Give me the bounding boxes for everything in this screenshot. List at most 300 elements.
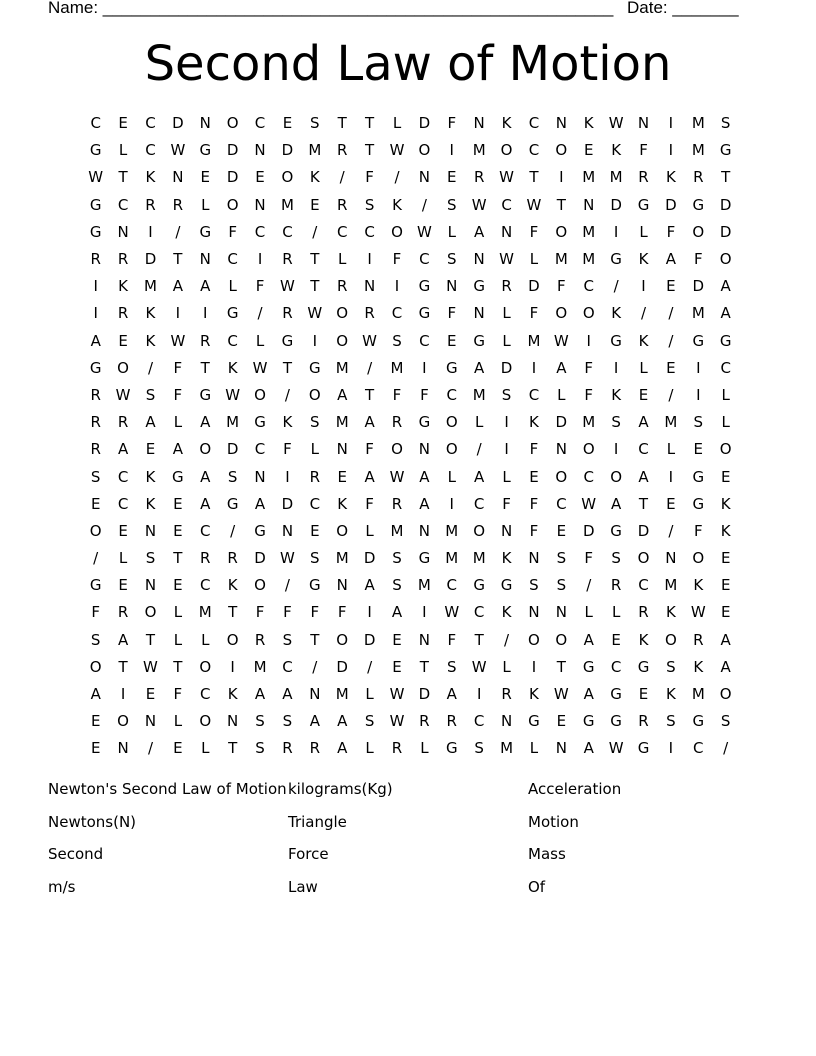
grid-letter[interactable]: S xyxy=(145,385,156,404)
grid-letter[interactable]: A xyxy=(364,576,375,595)
grid-letter[interactable]: N xyxy=(418,630,430,649)
grid-letter[interactable]: F xyxy=(255,603,265,622)
grid-letter[interactable]: K xyxy=(501,549,512,568)
grid-letter[interactable]: N xyxy=(281,521,294,540)
grid-letter[interactable]: O xyxy=(610,467,623,486)
grid-letter[interactable]: I xyxy=(504,413,509,432)
grid-letter[interactable]: O xyxy=(89,521,102,540)
grid-letter[interactable]: I xyxy=(175,304,181,323)
grid-letter[interactable]: C xyxy=(473,494,485,513)
grid-letter[interactable]: T xyxy=(556,195,566,214)
grid-letter[interactable]: G xyxy=(610,331,622,350)
grid-letter[interactable]: M xyxy=(527,331,541,350)
grid-letter[interactable]: O xyxy=(226,114,239,133)
grid-letter[interactable]: I xyxy=(367,250,372,269)
grid-letter[interactable]: N xyxy=(144,521,157,540)
grid-letter[interactable]: T xyxy=(310,630,320,649)
grid-letter[interactable]: K xyxy=(392,195,402,214)
grid-letter[interactable]: W xyxy=(499,250,514,269)
grid-letter[interactable]: W xyxy=(471,195,487,214)
grid-letter[interactable]: E xyxy=(556,712,567,731)
grid-letter[interactable]: G xyxy=(172,467,184,486)
grid-letter[interactable]: W xyxy=(280,549,295,568)
grid-letter[interactable]: D xyxy=(336,657,348,676)
grid-letter[interactable]: R xyxy=(309,467,321,486)
grid-letter[interactable]: G xyxy=(89,576,102,595)
grid-letter[interactable]: L xyxy=(173,603,183,622)
grid-letter[interactable]: R xyxy=(364,304,375,323)
grid-letter[interactable]: I xyxy=(559,168,564,187)
grid-letter[interactable]: F xyxy=(420,385,429,404)
grid-letter[interactable]: T xyxy=(118,168,128,187)
grid-letter[interactable]: R xyxy=(419,712,430,731)
grid-letter[interactable]: K xyxy=(118,277,128,296)
grid-letter[interactable]: F xyxy=(91,603,101,622)
grid-letter[interactable]: R xyxy=(227,549,238,568)
grid-letter[interactable]: F xyxy=(173,358,183,377)
grid-letter[interactable]: N xyxy=(117,739,129,758)
grid-letter[interactable]: M xyxy=(198,603,212,622)
grid-letter[interactable]: C xyxy=(282,657,293,676)
grid-letter[interactable]: E xyxy=(337,467,347,486)
grid-letter[interactable]: A xyxy=(720,657,731,676)
grid-letter[interactable]: C xyxy=(364,222,375,241)
grid-letter[interactable]: N xyxy=(555,603,567,622)
grid-letter[interactable]: K xyxy=(529,685,539,704)
grid-letter[interactable]: G xyxy=(610,521,622,540)
grid-letter[interactable]: M xyxy=(582,168,596,187)
grid-letter[interactable]: T xyxy=(118,657,128,676)
grid-letter[interactable]: D xyxy=(363,630,376,649)
grid-letter[interactable]: C xyxy=(254,114,266,133)
grid-letter[interactable]: M xyxy=(582,222,596,241)
grid-letter[interactable]: O xyxy=(308,385,321,404)
grid-letter[interactable]: W xyxy=(307,304,323,323)
grid-letter[interactable]: C xyxy=(254,440,266,459)
grid-letter[interactable]: R xyxy=(638,168,649,187)
grid-letter[interactable]: K xyxy=(720,494,731,513)
grid-letter[interactable]: E xyxy=(118,576,128,595)
grid-letter[interactable]: W xyxy=(170,331,186,350)
grid-letter[interactable]: M xyxy=(691,304,705,323)
grid-letter[interactable]: S xyxy=(720,114,731,133)
grid-letter[interactable]: R xyxy=(90,385,101,404)
grid-letter[interactable]: E xyxy=(90,712,101,731)
grid-letter[interactable]: N xyxy=(473,114,485,133)
grid-letter[interactable]: F xyxy=(529,222,539,241)
grid-letter[interactable]: C xyxy=(117,494,129,513)
grid-letter[interactable]: / xyxy=(147,739,153,758)
grid-letter[interactable]: A xyxy=(309,712,320,731)
grid-letter[interactable]: S xyxy=(255,712,265,731)
grid-letter[interactable]: L xyxy=(502,331,511,350)
grid-letter[interactable]: C xyxy=(638,440,649,459)
grid-letter[interactable]: I xyxy=(285,467,290,486)
grid-letter[interactable]: F xyxy=(639,141,648,160)
grid-letter[interactable]: G xyxy=(254,521,266,540)
grid-letter[interactable]: / xyxy=(586,576,592,595)
grid-letter[interactable]: N xyxy=(199,114,211,133)
grid-letter[interactable]: L xyxy=(529,250,539,269)
grid-letter[interactable]: O xyxy=(637,549,650,568)
grid-letter[interactable]: L xyxy=(447,467,456,486)
grid-letter[interactable]: A xyxy=(337,712,348,731)
grid-letter[interactable]: F xyxy=(392,250,402,269)
grid-letter[interactable]: E xyxy=(666,494,676,513)
grid-letter[interactable]: G xyxy=(692,494,705,513)
grid-letter[interactable]: E xyxy=(310,195,320,214)
grid-letter[interactable]: D xyxy=(500,358,513,377)
grid-letter[interactable]: A xyxy=(583,685,594,704)
grid-letter[interactable]: C xyxy=(693,739,704,758)
grid-letter[interactable]: / xyxy=(504,630,510,649)
grid-letter[interactable]: E xyxy=(200,168,210,187)
grid-letter[interactable]: R xyxy=(282,304,293,323)
grid-letter[interactable]: G xyxy=(281,331,294,350)
grid-letter[interactable]: F xyxy=(584,385,594,404)
grid-letter[interactable]: G xyxy=(199,222,212,241)
grid-letter[interactable]: N xyxy=(500,222,513,241)
grid-letter[interactable]: S xyxy=(501,385,512,404)
grid-letter[interactable]: / xyxy=(367,657,373,676)
grid-letter[interactable]: W xyxy=(608,114,624,133)
grid-letter[interactable]: A xyxy=(145,413,156,432)
grid-letter[interactable]: A xyxy=(474,358,485,377)
grid-letter[interactable]: E xyxy=(90,494,101,513)
grid-letter[interactable]: O xyxy=(528,630,540,649)
grid-letter[interactable]: K xyxy=(611,304,622,323)
grid-letter[interactable]: R xyxy=(90,413,101,432)
grid-letter[interactable]: G xyxy=(418,549,431,568)
grid-letter[interactable]: I xyxy=(93,304,98,323)
grid-letter[interactable]: O xyxy=(226,195,239,214)
grid-letter[interactable]: M xyxy=(335,549,349,568)
grid-letter[interactable]: / xyxy=(175,222,181,241)
grid-letter[interactable]: O xyxy=(445,440,458,459)
grid-letter[interactable]: M xyxy=(390,521,404,540)
grid-letter[interactable]: F xyxy=(584,358,594,377)
grid-letter[interactable]: E xyxy=(118,331,128,350)
grid-letter[interactable]: L xyxy=(611,603,621,622)
grid-letter[interactable]: S xyxy=(310,413,320,432)
grid-letter[interactable]: M xyxy=(335,358,349,377)
grid-letter[interactable]: O xyxy=(336,331,349,350)
grid-letter[interactable]: O xyxy=(555,467,568,486)
grid-letter[interactable]: C xyxy=(419,250,430,269)
grid-letter[interactable]: G xyxy=(692,195,705,214)
grid-letter[interactable]: K xyxy=(145,168,156,187)
grid-letter[interactable]: R xyxy=(200,549,211,568)
grid-letter[interactable]: / xyxy=(668,331,674,350)
grid-letter[interactable]: F xyxy=(310,603,320,622)
grid-letter[interactable]: O xyxy=(281,168,294,187)
grid-letter[interactable]: M xyxy=(691,141,705,160)
grid-letter[interactable]: I xyxy=(531,657,537,676)
grid-letter[interactable]: R xyxy=(446,712,457,731)
grid-letter[interactable]: N xyxy=(254,195,266,214)
grid-letter[interactable]: L xyxy=(639,358,648,377)
grid-letter[interactable]: I xyxy=(668,141,674,160)
grid-letter[interactable]: G xyxy=(528,712,540,731)
grid-letter[interactable]: M xyxy=(582,413,596,432)
grid-letter[interactable]: D xyxy=(610,195,622,214)
grid-letter[interactable]: A xyxy=(200,277,211,296)
grid-letter[interactable]: I xyxy=(93,277,98,296)
grid-letter[interactable]: I xyxy=(148,222,153,241)
grid-letter[interactable]: A xyxy=(638,413,649,432)
grid-letter[interactable]: L xyxy=(201,630,210,649)
grid-letter[interactable]: T xyxy=(638,494,649,513)
grid-letter[interactable]: O xyxy=(719,685,732,704)
grid-letter[interactable]: G xyxy=(418,304,431,323)
grid-letter[interactable]: G xyxy=(637,739,650,758)
grid-letter[interactable]: C xyxy=(200,685,211,704)
grid-letter[interactable]: K xyxy=(501,603,512,622)
grid-letter[interactable]: N xyxy=(363,277,376,296)
grid-letter[interactable]: S xyxy=(310,114,320,133)
grid-letter[interactable]: A xyxy=(254,685,266,704)
grid-letter[interactable]: T xyxy=(337,114,347,133)
grid-letter[interactable]: G xyxy=(309,358,321,377)
grid-letter[interactable]: L xyxy=(721,385,730,404)
grid-letter[interactable]: N xyxy=(254,141,266,160)
grid-letter[interactable]: F xyxy=(365,494,374,513)
grid-letter[interactable]: A xyxy=(200,467,211,486)
grid-letter[interactable]: K xyxy=(611,141,622,160)
grid-letter[interactable]: N xyxy=(500,712,513,731)
grid-letter[interactable]: N xyxy=(144,576,157,595)
grid-letter[interactable]: N xyxy=(583,195,595,214)
grid-letter[interactable]: A xyxy=(665,250,677,269)
grid-letter[interactable]: G xyxy=(610,250,622,269)
grid-letter[interactable]: S xyxy=(720,712,731,731)
grid-letter[interactable]: O xyxy=(664,630,677,649)
grid-letter[interactable]: O xyxy=(89,657,102,676)
grid-letter[interactable]: O xyxy=(445,413,458,432)
grid-letter[interactable]: / xyxy=(312,657,318,676)
grid-letter[interactable]: F xyxy=(365,440,374,459)
grid-letter[interactable]: L xyxy=(721,413,730,432)
grid-letter[interactable]: D xyxy=(418,685,431,704)
grid-letter[interactable]: O xyxy=(500,141,513,160)
grid-letter[interactable]: C xyxy=(282,222,293,241)
grid-letter[interactable]: W xyxy=(553,331,569,350)
grid-letter[interactable]: R xyxy=(336,195,348,214)
grid-letter[interactable]: A xyxy=(337,739,348,758)
grid-letter[interactable]: D xyxy=(582,521,595,540)
grid-letter[interactable]: / xyxy=(257,304,263,323)
grid-letter[interactable]: G xyxy=(692,467,705,486)
grid-letter[interactable]: O xyxy=(226,630,239,649)
grid-letter[interactable]: C xyxy=(501,195,512,214)
grid-letter[interactable]: M xyxy=(335,685,349,704)
grid-letter[interactable]: T xyxy=(173,250,183,269)
grid-letter[interactable]: F xyxy=(228,222,237,241)
grid-letter[interactable]: F xyxy=(529,521,539,540)
grid-letter[interactable]: F xyxy=(693,521,703,540)
grid-letter[interactable]: R xyxy=(254,630,266,649)
grid-letter[interactable]: E xyxy=(720,549,731,568)
grid-letter[interactable]: T xyxy=(145,630,156,649)
grid-letter[interactable]: S xyxy=(693,413,704,432)
grid-letter[interactable]: C xyxy=(583,277,594,296)
grid-letter[interactable]: S xyxy=(282,630,293,649)
grid-letter[interactable]: N xyxy=(254,467,266,486)
grid-letter[interactable]: O xyxy=(555,141,568,160)
grid-letter[interactable]: A xyxy=(419,467,430,486)
grid-letter[interactable]: A xyxy=(720,277,731,296)
grid-letter[interactable]: L xyxy=(228,277,237,296)
grid-letter[interactable]: R xyxy=(501,277,512,296)
grid-letter[interactable]: I xyxy=(586,331,591,350)
grid-letter[interactable]: G xyxy=(610,685,622,704)
grid-letter[interactable]: / xyxy=(668,304,674,323)
grid-letter[interactable]: L xyxy=(255,331,265,350)
grid-letter[interactable]: K xyxy=(665,685,676,704)
grid-letter[interactable]: M xyxy=(417,576,431,595)
grid-letter[interactable]: E xyxy=(118,114,128,133)
grid-letter[interactable]: W xyxy=(252,358,268,377)
grid-letter[interactable]: T xyxy=(365,385,375,404)
grid-letter[interactable]: M xyxy=(335,413,349,432)
grid-letter[interactable]: / xyxy=(367,358,373,377)
grid-letter[interactable]: R xyxy=(391,494,403,513)
grid-letter[interactable]: K xyxy=(611,385,622,404)
grid-letter[interactable]: K xyxy=(227,358,238,377)
grid-letter[interactable]: S xyxy=(145,549,156,568)
grid-letter[interactable]: R xyxy=(610,576,622,595)
grid-letter[interactable]: G xyxy=(226,494,239,513)
grid-letter[interactable]: I xyxy=(613,358,619,377)
grid-letter[interactable]: L xyxy=(502,467,511,486)
grid-letter[interactable]: T xyxy=(200,358,210,377)
grid-letter[interactable]: D xyxy=(226,168,239,187)
grid-letter[interactable]: F xyxy=(255,277,265,296)
grid-letter[interactable]: R xyxy=(501,685,512,704)
grid-letter[interactable]: E xyxy=(611,630,621,649)
grid-letter[interactable]: G xyxy=(89,141,102,160)
grid-letter[interactable]: C xyxy=(254,222,266,241)
grid-letter[interactable]: L xyxy=(529,739,539,758)
grid-letter[interactable]: D xyxy=(226,141,239,160)
grid-letter[interactable]: L xyxy=(173,630,183,649)
grid-letter[interactable]: W xyxy=(690,603,706,622)
grid-letter[interactable]: T xyxy=(173,657,183,676)
grid-letter[interactable]: E xyxy=(720,576,731,595)
grid-letter[interactable]: O xyxy=(555,304,568,323)
grid-letter[interactable]: / xyxy=(284,576,290,595)
grid-letter[interactable]: D xyxy=(281,141,294,160)
grid-letter[interactable]: M xyxy=(472,385,486,404)
grid-letter[interactable]: C xyxy=(556,494,567,513)
grid-letter[interactable]: C xyxy=(117,195,129,214)
grid-letter[interactable]: / xyxy=(668,385,674,404)
grid-letter[interactable]: F xyxy=(557,277,566,296)
grid-letter[interactable]: E xyxy=(447,168,457,187)
grid-letter[interactable]: C xyxy=(473,712,485,731)
grid-letter[interactable]: L xyxy=(201,195,210,214)
grid-letter[interactable]: T xyxy=(419,657,429,676)
grid-letter[interactable]: R xyxy=(309,739,321,758)
grid-letter[interactable]: S xyxy=(392,331,402,350)
grid-letter[interactable]: M xyxy=(280,195,294,214)
grid-letter[interactable]: O xyxy=(199,712,212,731)
grid-letter[interactable]: N xyxy=(473,304,485,323)
grid-letter[interactable]: R xyxy=(336,141,348,160)
grid-letter[interactable]: K xyxy=(145,494,156,513)
grid-letter[interactable]: S xyxy=(282,712,293,731)
grid-letter[interactable]: L xyxy=(365,685,374,704)
grid-letter[interactable]: T xyxy=(173,549,183,568)
grid-letter[interactable]: E xyxy=(392,657,402,676)
grid-letter[interactable]: D xyxy=(719,195,732,214)
grid-letter[interactable]: L xyxy=(502,304,511,323)
grid-letter[interactable]: M xyxy=(472,549,486,568)
grid-letter[interactable]: / xyxy=(93,549,99,568)
grid-letter[interactable]: W xyxy=(499,168,514,187)
grid-letter[interactable]: I xyxy=(312,331,318,350)
grid-letter[interactable]: E xyxy=(282,114,293,133)
grid-letter[interactable]: W xyxy=(115,385,131,404)
grid-letter[interactable]: / xyxy=(668,521,674,540)
grid-letter[interactable]: T xyxy=(365,141,375,160)
grid-letter[interactable]: E xyxy=(90,739,101,758)
grid-letter[interactable]: C xyxy=(419,331,430,350)
grid-letter[interactable]: E xyxy=(118,521,128,540)
grid-letter[interactable]: W xyxy=(389,141,405,160)
grid-letter[interactable]: W xyxy=(88,168,104,187)
grid-letter[interactable]: K xyxy=(227,685,238,704)
grid-letter[interactable]: K xyxy=(693,657,704,676)
grid-letter[interactable]: G xyxy=(610,712,622,731)
grid-letter[interactable]: L xyxy=(447,222,456,241)
grid-letter[interactable]: W xyxy=(608,739,624,758)
grid-letter[interactable]: O xyxy=(336,304,349,323)
grid-letter[interactable]: I xyxy=(504,440,509,459)
grid-letter[interactable]: E xyxy=(255,168,265,187)
grid-letter[interactable]: N xyxy=(473,250,485,269)
grid-letter[interactable]: C xyxy=(473,603,485,622)
grid-letter[interactable]: W xyxy=(362,331,378,350)
grid-letter[interactable]: G xyxy=(637,657,650,676)
grid-letter[interactable]: I xyxy=(476,685,482,704)
grid-letter[interactable]: G xyxy=(719,141,732,160)
grid-letter[interactable]: C xyxy=(117,467,129,486)
grid-letter[interactable]: W xyxy=(389,685,405,704)
grid-letter[interactable]: K xyxy=(529,413,539,432)
grid-letter[interactable]: I xyxy=(696,385,701,404)
grid-letter[interactable]: K xyxy=(693,576,704,595)
grid-letter[interactable]: E xyxy=(173,576,183,595)
grid-letter[interactable]: A xyxy=(200,413,211,432)
grid-letter[interactable]: I xyxy=(531,358,537,377)
grid-letter[interactable]: O xyxy=(391,222,403,241)
grid-letter[interactable]: S xyxy=(392,549,402,568)
grid-letter[interactable]: A xyxy=(337,385,348,404)
grid-letter[interactable]: W xyxy=(526,195,542,214)
grid-letter[interactable]: E xyxy=(173,521,183,540)
grid-letter[interactable]: A xyxy=(364,413,375,432)
grid-letter[interactable]: L xyxy=(557,385,566,404)
date-field[interactable]: Date: _______ xyxy=(627,0,739,17)
grid-letter[interactable]: I xyxy=(613,440,619,459)
grid-letter[interactable]: S xyxy=(392,576,402,595)
grid-letter[interactable]: G xyxy=(473,331,485,350)
grid-letter[interactable]: S xyxy=(90,630,101,649)
grid-letter[interactable]: A xyxy=(720,304,731,323)
grid-letter[interactable]: T xyxy=(474,630,484,649)
grid-letter[interactable]: M xyxy=(472,141,486,160)
